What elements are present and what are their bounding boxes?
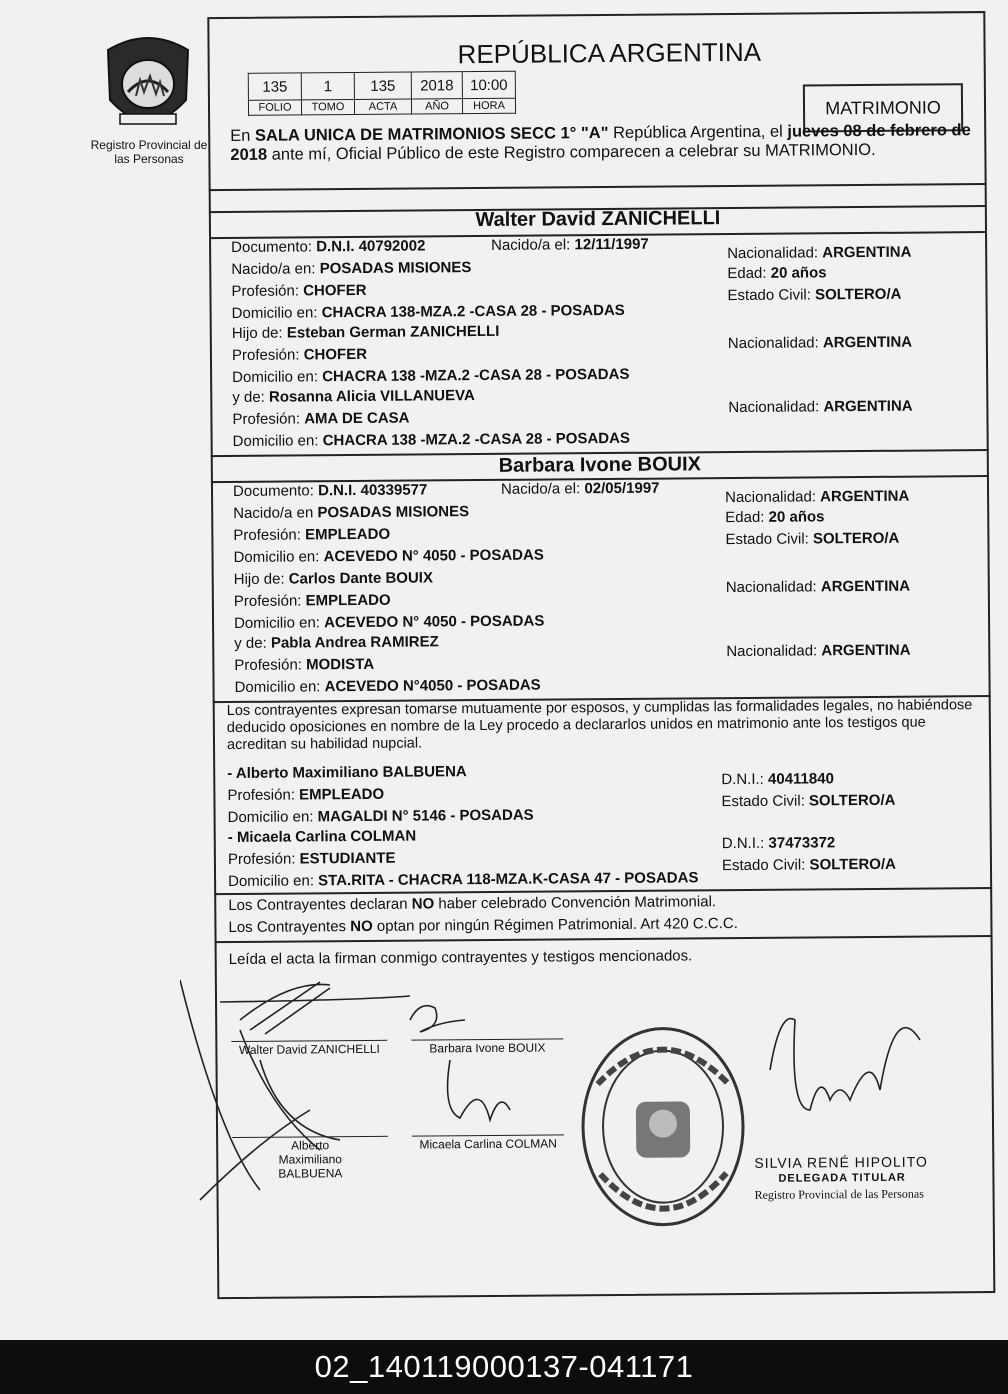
spouse2-age: Edad: 20 años [725, 508, 825, 527]
spouse2-name: Barbara Ivone BOUIX [498, 453, 702, 477]
signature-barbara [410, 1006, 465, 1032]
official-name: SILVIA RENÉ HIPOLITO [754, 1153, 928, 1171]
signature-caption-spouse1: Walter David ZANICHELLI [238, 1041, 380, 1057]
signature-micaela [448, 1060, 510, 1120]
spouse1-birthdate: Nacido/a el: 12/11/1997 [491, 235, 649, 254]
intro-paragraph: En SALA UNICA DE MATRIMONIOS SECC 1° "A" República Argentina, el jueves 08 de febrero de 2018 ante mí, Oficial Público de este Registro comparecen a celebrar su MATRIMONIO. [230, 121, 971, 164]
signature-official [770, 1019, 920, 1110]
spouse1-mother: y de: Rosanna Alicia VILLANUEVA [232, 387, 475, 406]
tomo-value: 1 [301, 73, 354, 100]
record-reference-table [248, 71, 516, 116]
folio-label: FOLIO [248, 100, 301, 115]
acta-label: ACTA [354, 99, 411, 114]
spouse1-mother-address: Domicilio en: CHACRA 138 -MZA.2 -CASA 28 - POSADAS [232, 429, 630, 450]
official-organization: Registro Provincial de las Personas [754, 1186, 924, 1202]
handwritten-signatures [180, 960, 960, 1220]
hour-value: 10:00 [462, 71, 515, 98]
declaration-text: Los contrayentes expresan tomarse mutuamente por esposos, y cumplidas las formalidades legales, no habiéndose deducido oposiciones en nombre de la Ley procedo a declararlos unidos en matrimonio ante los testigos que acreditan su habilidad nupcial. [226, 697, 973, 754]
spouse1-civil-status: Estado Civil: SOLTERO/A [727, 285, 902, 305]
country-title: REPÚBLICA ARGENTINA [457, 36, 762, 70]
witness2-civil-status: Estado Civil: SOLTERO/A [721, 855, 896, 875]
spouse1-document: Documento: D.N.I. 40792002 [231, 237, 426, 256]
spouse2-birthdate: Nacido/a el: 02/05/1997 [500, 479, 660, 498]
spouse2-father: Hijo de: Carlos Dante BOUIX [233, 569, 434, 588]
signature-walter [220, 982, 410, 1034]
spouse1-mother-nationality: Nacionalidad: ARGENTINA [728, 397, 913, 417]
spouse2-mother-profession: Profesión: MODISTA [234, 655, 375, 674]
document-barcode-number: 02_140119000137-041171 [0, 1340, 1008, 1394]
witness1-dni: D.N.I.: 40411840 [721, 770, 834, 789]
spouse2-address: Domicilio en: ACEVEDO N° 4050 - POSADAS [233, 546, 544, 566]
spouse1-father-nationality: Nacionalidad: ARGENTINA [727, 333, 913, 353]
spouse2-father-address: Domicilio en: ACEVEDO N° 4050 - POSADAS [233, 612, 545, 632]
spouse1-mother-profession: Profesión: AMA DE CASA [232, 409, 410, 428]
spouse1-father-address: Domicilio en: CHACRA 138 -MZA.2 -CASA 28 - POSADAS [232, 365, 630, 386]
spouse2-father-nationality: Nacionalidad: ARGENTINA [725, 577, 911, 597]
spouse1-nationality: Nacionalidad: ARGENTINA [727, 243, 912, 263]
spouse2-civil-status: Estado Civil: SOLTERO/A [725, 529, 900, 549]
witness1-civil-status: Estado Civil: SOLTERO/A [721, 791, 896, 811]
folio-value: 135 [248, 73, 301, 100]
spouse2-father-profession: Profesión: EMPLEADO [233, 591, 391, 610]
year-value: 2018 [411, 72, 462, 99]
record-type-box: MATRIMONIO [803, 83, 963, 132]
seal-caption: Registro Provincial de las Personas [90, 138, 208, 166]
spouse1-profession: Profesión: CHOFER [231, 281, 367, 300]
acta-value: 135 [354, 72, 411, 99]
spouse2-mother-address: Domicilio en: ACEVEDO N°4050 - POSADAS [234, 676, 541, 696]
official-role: DELEGADA TITULAR [778, 1171, 906, 1185]
witness2-profession: Profesión: ESTUDIANTE [227, 849, 396, 869]
hour-label: HORA [462, 98, 515, 113]
spouse2-document: Documento: D.N.I. 40339577 [232, 481, 428, 500]
signature-alberto [180, 980, 340, 1200]
spouse1-age: Edad: 20 años [727, 264, 827, 283]
spouse1-name: Walter David ZANICHELLI [475, 207, 721, 232]
spouse2-profession: Profesión: EMPLEADO [233, 525, 391, 544]
spouse1-father: Hijo de: Esteban German ZANICHELLI [231, 322, 500, 342]
spouse1-birthplace: Nacido/a en: POSADAS MISIONES [231, 259, 472, 278]
spouse2-mother-nationality: Nacionalidad: ARGENTINA [726, 641, 911, 661]
spouse2-nationality: Nacionalidad: ARGENTINA [725, 487, 910, 507]
regime-statement: Los Contrayentes NO optan por ningún Régimen Patrimonial. Art 420 C.C.C. [228, 915, 738, 937]
signature-caption-witness2: Micaela Carlina COLMAN [419, 1136, 557, 1152]
tomo-label: TOMO [301, 100, 354, 115]
witness1-address: Domicilio en: MAGALDI N° 5146 - POSADAS [227, 806, 534, 827]
reading-statement: Leída el acta la firman conmigo contrayentes y testigos mencionados. [228, 947, 693, 969]
signature-caption-witness1: Alberto Maximiliano BALBUENA [278, 1138, 343, 1181]
spouse1-father-profession: Profesión: CHOFER [231, 345, 368, 364]
spouse2-mother: y de: Pabla Andrea RAMIREZ [234, 633, 439, 652]
spouse1-address: Domicilio en: CHACRA 138-MZA.2 -CASA 28 - POSADAS [231, 301, 625, 322]
witness1-profession: Profesión: EMPLEADO [227, 785, 385, 805]
witness2-address: Domicilio en: STA.RITA - CHACRA 118-MZA.K-CASA 47 - POSADAS [228, 869, 699, 891]
witness2-name: - Micaela Carlina COLMAN [227, 827, 417, 847]
witness2-dni: D.N.I.: 37473372 [721, 834, 836, 853]
provincial-seal-emblem [100, 30, 196, 134]
witness1-name: - Alberto Maximiliano BALBUENA [227, 763, 467, 783]
year-label: AÑO [411, 99, 462, 114]
signature-caption-spouse2: Barbara Ivone BOUIX [429, 1040, 546, 1056]
spouse2-birthplace: Nacido/a en POSADAS MISIONES [233, 503, 470, 522]
convention-statement: Los Contrayentes declaran NO haber celebrado Convención Matrimonial. [228, 893, 717, 915]
